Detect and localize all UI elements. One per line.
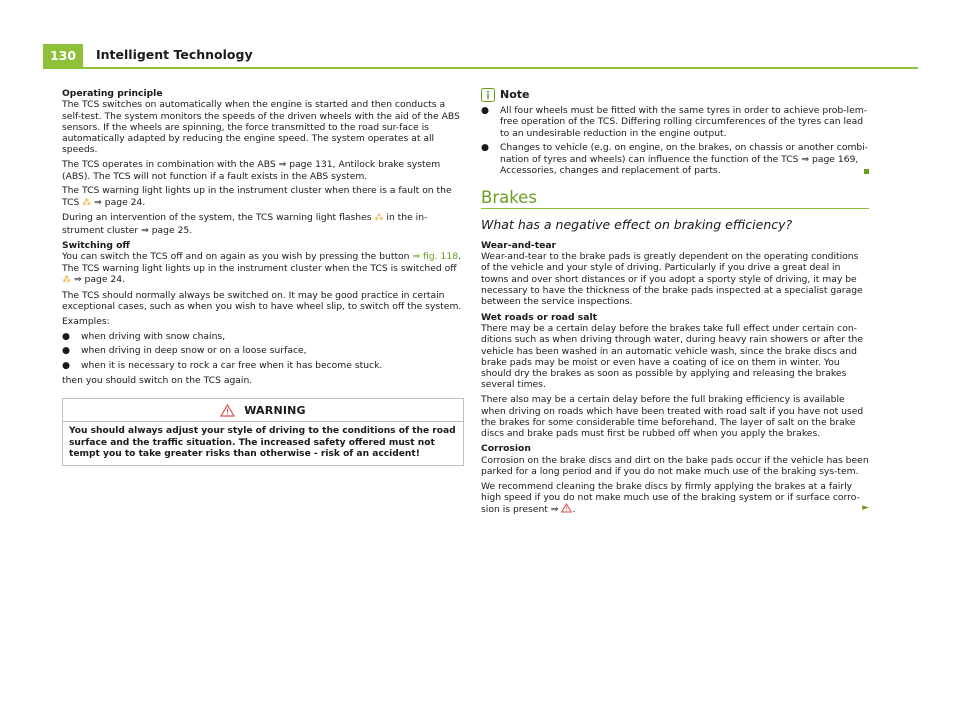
warning-box <box>62 398 464 466</box>
bullet-icon: ● <box>62 345 71 357</box>
paragraph-text: The TCS warning light lights up in the instrument cluster when there is a fault on the TCS <box>62 185 452 208</box>
section-end-icon <box>864 169 869 174</box>
tcs-warning-light-icon: ⁂ <box>62 274 71 285</box>
paragraph: There also may be a certain delay before the full braking efficiency is available when driving on roads which have been treated with road salt if you have not used the brakes for some considerable time beforehand. The layer of salt on the brake discs and brake pads must first be rubbed off when you apply the brakes. <box>481 394 864 440</box>
list-item <box>481 142 869 176</box>
info-icon <box>481 88 495 102</box>
list-item-text: when it is necessary to rock a car free when it has become stuck. <box>81 360 383 372</box>
paragraph <box>62 212 464 236</box>
paragraph: then you should switch on the TCS again. <box>62 375 253 387</box>
page-title: Intelligent Technology <box>96 47 253 62</box>
section-rule <box>481 208 869 209</box>
paragraph <box>62 251 464 286</box>
section-heading-wet-roads: Wet roads or road salt <box>481 311 597 323</box>
list-item-text: All four wheels must be fitted with the same tyres in order to achieve prob-lem-free operation of the TCS. Differing rolling circumferences of the tyres can lead to an undesirable reduction in the engine output. <box>500 105 868 139</box>
section-subtitle: What has a negative effect on braking efficiency? <box>481 216 793 232</box>
paragraph-text: . The TCS warning light lights up in the instrument cluster when the TCS is switched off <box>62 251 461 274</box>
paragraph-text: We recommend cleaning the brake discs by firmly applying the brakes at a fairly high speed if you do not make much use of the braking system or if surface corro-sion is present ⇒ <box>481 480 860 516</box>
warning-triangle-icon <box>220 404 235 417</box>
bullet-icon: ● <box>62 360 71 372</box>
paragraph: The TCS should normally always be switched on. It may be good practice in certain exceptional cases, such as when you wish to have wheel slip, to switch off the system. <box>62 289 462 313</box>
note-text: Changes to vehicle (e.g. on engine, on the brakes, on chassis or another combi-nation of tyres and wheels) can influence the function of the TCS ⇒ page 169, Accessories, changes and replacement of parts. <box>500 142 869 176</box>
section-heading-operating-principle: Operating principle <box>62 88 163 99</box>
list-item <box>62 360 464 371</box>
paragraph <box>62 185 464 209</box>
paragraph: Wear-and-tear to the brake pads is greatly dependent on the operating conditions of the vehicle and your style of driving. Particularly if you drive a great deal in towns and over short distances or if you adopt a sporty style of driving, it may be necessary to have the thickness of the brake pads inspected at a specialist garage between the service inspections. <box>481 251 863 308</box>
paragraph-text: ⇒ page 24. <box>73 273 126 285</box>
section-heading-wear: Wear-and-tear <box>481 239 557 251</box>
paragraph-text: You can switch the TCS off and on again as you wish by pressing the button <box>62 251 410 263</box>
bullet-icon: ● <box>481 142 490 154</box>
paragraph: Corrosion on the brake discs and dirt on the bake pads occur if the vehicle has been parked for a long period and if you do not make much use of the braking sys-tem. <box>481 454 869 478</box>
paragraph: The TCS operates in combination with the ABS ⇒ page 131, Antilock brake system (ABS). The TCS will not function if a fault exists in the ABS system. <box>62 159 441 182</box>
list-item-text: when driving with snow chains, <box>81 330 226 342</box>
bullet-icon: ● <box>62 330 71 342</box>
list-item-text: when driving in deep snow or on a loose surface, <box>81 345 307 357</box>
warning-title: WARNING <box>244 403 306 417</box>
tcs-warning-light-icon: ⁂ <box>82 197 92 208</box>
header-rule <box>43 67 918 69</box>
figure-link[interactable]: ⇒ fig. 118 <box>412 251 459 263</box>
tcs-warning-light-icon: ⁂ <box>374 213 384 224</box>
page-number: 130 <box>43 44 83 67</box>
paragraph: There may be a certain delay before the brakes take full effect under certain con-ditions such as when driving through water, during heavy rain showers or after the vehicle has been washed in an automatic vehicle wash, since the brake discs and brake pads may be moist or even have a coating of ice on them in winter. You should dry the brakes as soon as possible by applying and releasing the brakes several times. <box>481 322 864 391</box>
paragraph: Examples: <box>62 315 110 327</box>
bullet-icon: ● <box>481 105 490 116</box>
section-heading-switching-off: Switching off <box>62 240 130 252</box>
left-column <box>62 88 464 466</box>
list-item-text <box>500 142 869 176</box>
paragraph-text: . <box>572 504 576 516</box>
warning-text: You should always adjust your style of driving to the conditions of the road surface and the traffic situation. The increased safety offered must not tempt you to take greater risks than otherwise - risk of an accident! <box>69 426 456 459</box>
paragraph-text: During an intervention of the system, the TCS warning light flashes <box>62 212 372 224</box>
continue-arrow-icon: ► <box>862 503 869 514</box>
warning-header <box>63 399 463 422</box>
warning-triangle-icon <box>561 503 572 513</box>
paragraph <box>481 481 869 516</box>
list-item <box>62 345 464 356</box>
note-header <box>481 88 869 102</box>
section-heading-corrosion: Corrosion <box>481 443 531 455</box>
right-column <box>481 88 869 519</box>
note-title: Note <box>500 88 530 102</box>
list-item <box>62 331 464 342</box>
paragraph-text: ⇒ page 24. <box>94 196 146 208</box>
section-title-brakes: Brakes <box>481 188 537 208</box>
list-item <box>481 105 869 139</box>
paragraph: The TCS switches on automatically when the engine is started and then conducts a self-test. The system monitors the speeds of the driven wheels with the aid of the ABS sensors. If the wheels are spinning, the force transmitted to the road sur-face is automatically adapted by reducing the engine speed. The system operates at all speeds. <box>62 99 460 156</box>
paragraph-text: in the in-strument cluster ⇒ page 25. <box>62 212 428 236</box>
